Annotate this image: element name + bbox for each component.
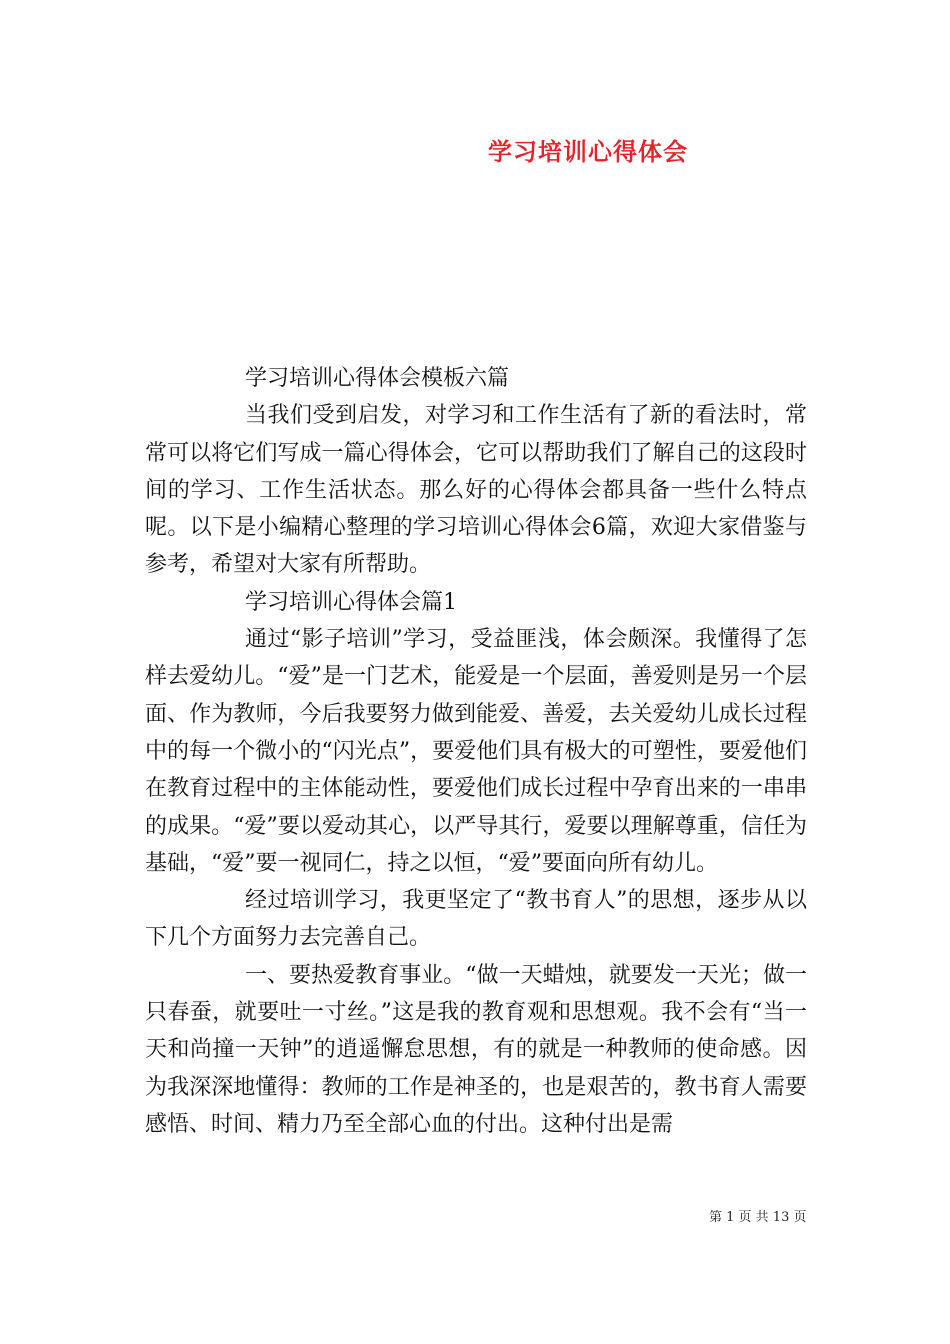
document-body	[145, 360, 807, 1143]
paragraph: 一、要热爱教育事业。“做一天蜡烛，就要发一天光；做一只春蚕，就要吐一寸丝。”这是我的教育观和思想观。我不会有“当一天和尚撞一天钟”的逍遥懈怠思想，有的就是一种教师的使命感。因为我深深地懂得：教师的工作是神圣的，也是艰苦的，教书育人需要感悟、时间、精力乃至全部心血的付出。这种付出是需	[145, 962, 807, 1137]
paragraph: 通过“影子培训”学习，受益匪浅，体会颇深。我懂得了怎样去爱幼儿。“爱”是一门艺术，能爱是一个层面，善爱则是另一个层面、作为教师，今后我要努力做到能爱、善爱，去关爱幼儿成长过程中的每一个微小的“闪光点”，要爱他们具有极大的可塑性，要爱他们在教育过程中的主体能动性，要爱他们成长过程中孕育出来的一串串的成果。“爱”要以爱动其心，以严导其行，爱要以理解尊重，信任为基础，“爱”要一视同仁，持之以恒，“爱”要面向所有幼儿。	[145, 627, 807, 876]
section-heading: 学习培训心得体会模板六篇	[245, 366, 510, 391]
paragraph: 当我们受到启发，对学习和工作生活有了新的看法时，常常可以将它们写成一篇心得体会，它可以帮助我们了解自己的这段时间的学习、工作生活状态。那么好的心得体会都具备一些什么特点呢。以下是小编精心整理的学习培训心得体会6篇，欢迎大家借鉴与参考，希望对大家有所帮助。	[145, 403, 807, 578]
page-number: 第 1 页 共 13 页	[709, 1210, 807, 1225]
document-title: 学习培训心得体会	[488, 137, 688, 166]
paragraph: 经过培训学习，我更坚定了“教书育人”的思想，逐步从以下几个方面努力去完善自己。	[145, 888, 807, 951]
section-heading: 学习培训心得体会篇1	[245, 589, 457, 615]
